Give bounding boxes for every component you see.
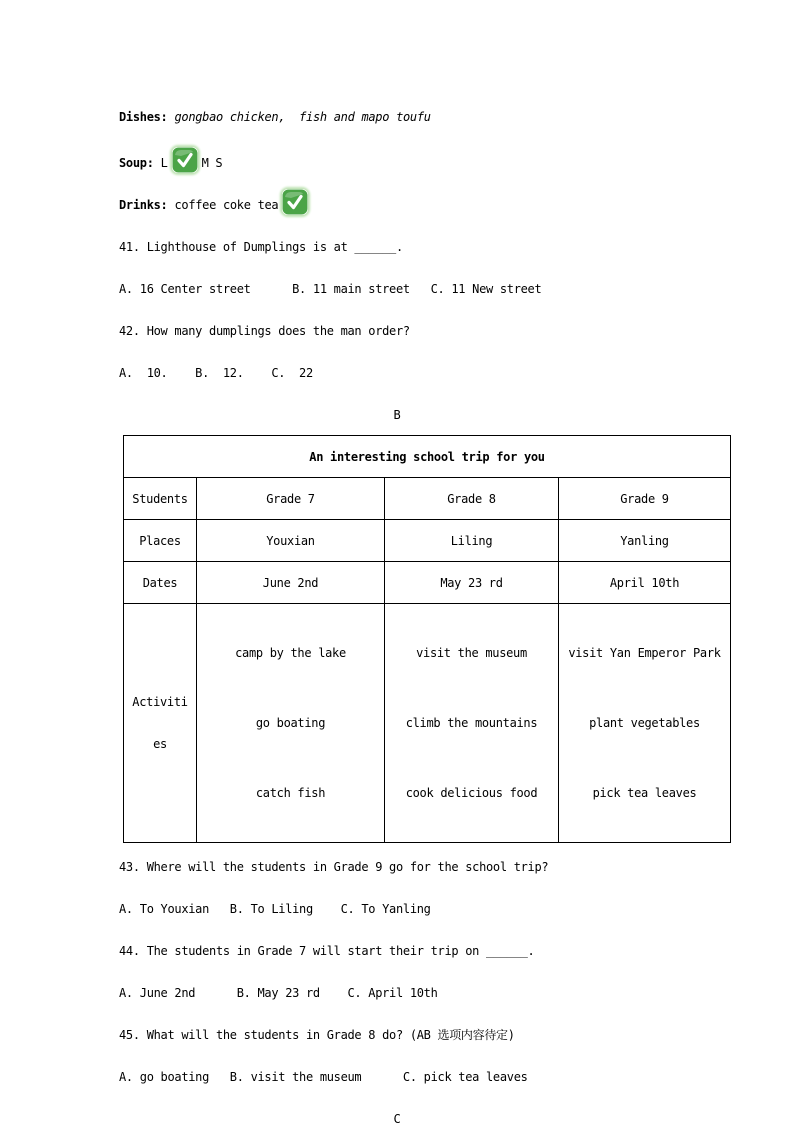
question-41-options: A. 16 Center street B. 11 main street C. 11 New street (119, 282, 542, 296)
section-b-marker: B (393, 408, 401, 422)
soup-sizes-after: M S (201, 156, 223, 170)
question-42-options: A. 10. B. 12. C. 22 (119, 366, 313, 380)
dishes-label: Dishes: (119, 110, 168, 124)
activity-item: catch fish (255, 786, 326, 800)
grade7-place-cell: Youxian (197, 520, 385, 562)
grade9-activities-cell (559, 604, 731, 843)
grade9-header-cell: Grade 9 (559, 478, 731, 520)
grade8-activities-cell (385, 604, 559, 843)
question-44-text: 44. The students in Grade 7 will start their trip on ______. (119, 944, 535, 958)
question-43-text: 43. Where will the students in Grade 9 go for the school trip? (119, 860, 549, 874)
soup-label: Soup: (119, 156, 154, 170)
table-students-row (124, 478, 731, 520)
table-title-row (124, 436, 731, 478)
activity-item: plant vegetables (589, 716, 700, 730)
question-43-options: A. To Youxian B. To Liling C. To Yanling (119, 902, 431, 916)
drinks-label: Drinks: (119, 198, 168, 212)
grade7-header-cell: Grade 7 (197, 478, 385, 520)
grade7-date-cell: June 2nd (197, 562, 385, 604)
question-45-text: 45. What will the students in Grade 8 do? (AB 选项内容待定) (119, 1028, 515, 1042)
grade9-place-cell: Yanling (559, 520, 731, 562)
grade8-header-cell: Grade 8 (385, 478, 559, 520)
activity-item: go boating (255, 716, 326, 730)
table-places-row (124, 520, 731, 562)
check-icon (282, 189, 308, 215)
dishes-value: gongbao chicken, fish and mapo toufu (174, 110, 431, 124)
students-header-cell: Students (124, 478, 197, 520)
drinks-value: coffee coke tea (174, 198, 279, 212)
grade9-date-cell: April 10th (559, 562, 731, 604)
activity-item: camp by the lake (235, 646, 346, 660)
drinks-line (119, 198, 794, 212)
table-dates-row (124, 562, 731, 604)
question-44-options: A. June 2nd B. May 23 rd C. April 10th (119, 986, 438, 1000)
table-title: An interesting school trip for you (124, 436, 731, 478)
activity-item: pick tea leaves (592, 786, 697, 800)
dishes-line (119, 110, 794, 124)
grade7-activities-cell (197, 604, 385, 843)
grade8-place-cell: Liling (385, 520, 559, 562)
section-c-marker: C (393, 1112, 401, 1123)
activities-label-cell (124, 604, 197, 843)
places-label-cell: Places (124, 520, 197, 562)
dates-label-cell: Dates (124, 562, 197, 604)
school-trip-table (123, 435, 731, 843)
question-45-options: A. go boating B. visit the museum C. pick tea leaves (119, 1070, 528, 1084)
activities-label: Activities (132, 695, 188, 751)
grade8-date-cell: May 23 rd (385, 562, 559, 604)
soup-size-before: L (160, 156, 168, 170)
activity-item: visit the museum (416, 646, 527, 660)
activity-item: visit Yan Emperor Park (568, 646, 721, 660)
question-42-text: 42. How many dumplings does the man order? (119, 324, 410, 338)
soup-line (119, 156, 794, 170)
check-icon (172, 147, 198, 173)
question-41-text: 41. Lighthouse of Dumplings is at ______. (119, 240, 403, 254)
activity-item: cook delicious food (405, 786, 538, 800)
activity-item: climb the mountains (405, 716, 538, 730)
table-activities-row (124, 604, 731, 843)
